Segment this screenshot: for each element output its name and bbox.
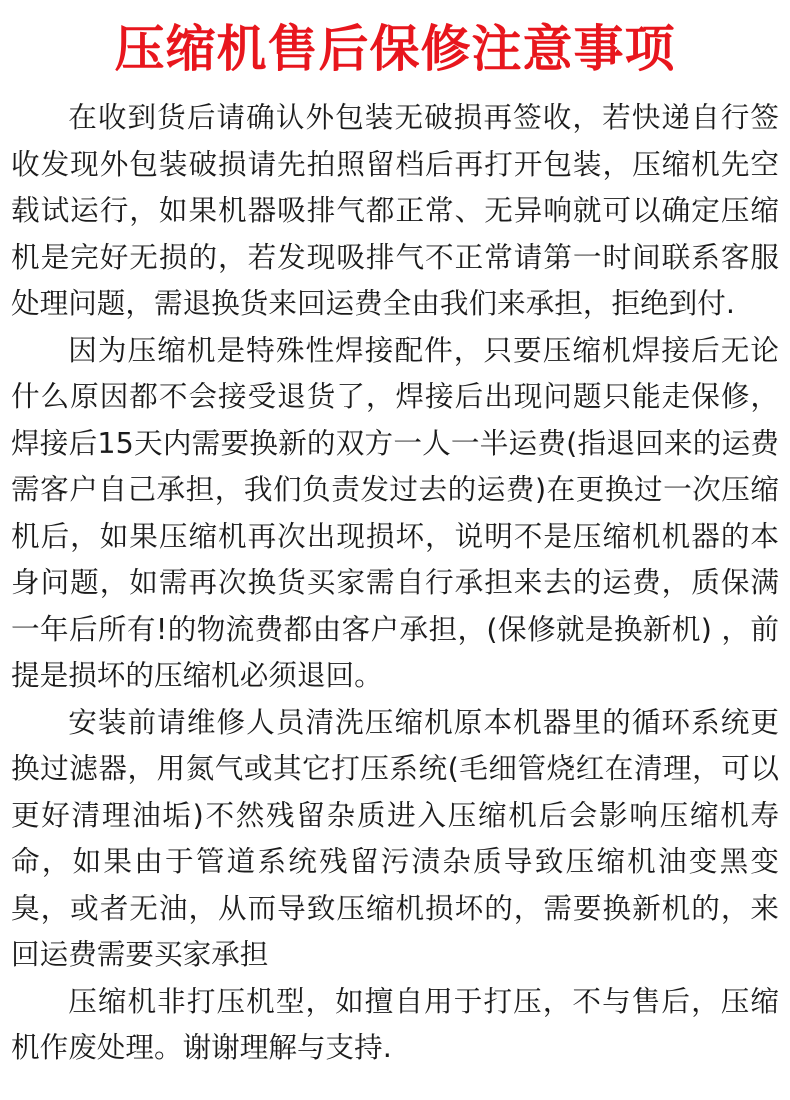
page-title: 压缩机售后保修注意事项 — [114, 20, 676, 78]
paragraph-installation-cleaning: 安装前请维修人员清洗压缩机原本机器里的循环系统更换过滤器，用氮气或其它打压系统(毛细管烧红在清理，可以更好清理油垢)不然残留杂质进入压缩机后会影响压缩机寿命，如果由于管道系统残留污渍杂质导致压缩机油变黑变臭，或者无油，从而导致压缩机损坏的，需要换新机的，来回运费需要买家承担 — [11, 704, 779, 971]
notice-body — [11, 94, 779, 1071]
paragraph-pressure-testing: 压缩机非打压机型，如擅自用于打压，不与售后，压缩机作废处理。谢谢理解与支持. — [11, 983, 779, 1064]
paragraph-receiving-inspection: 在收到货后请确认外包装无破损再签收，若快递自行签收发现外包装破损请先拍照留档后再打开包装，压缩机先空载试运行，如果机器吸排气都正常、无异响就可以确定压缩机是完好无损的，若发现吸排气不正常请第一时间联系客服处理问题，需退换货来回运费全由我们来承担，拒绝到付. — [11, 100, 779, 320]
paragraph-welding-warranty: 因为压缩机是特殊性焊接配件，只要压缩机焊接后无论什么原因都不会接受退货了，焊接后出现问题只能走保修，焊接后15天内需要换新的双方一人一半运费(指退回来的运费需客户自己承担，我们负责发过去的运费)在更换过一次压缩机后，如果压缩机再次出现损坏，说明不是压缩机机器的本身问题，如需再次换货买家需自行承担来去的运费，质保满一年后所有!的物流费都由客户承担，(保修就是换新机) ，前提是损坏的压缩机必须退回。 — [11, 332, 779, 692]
